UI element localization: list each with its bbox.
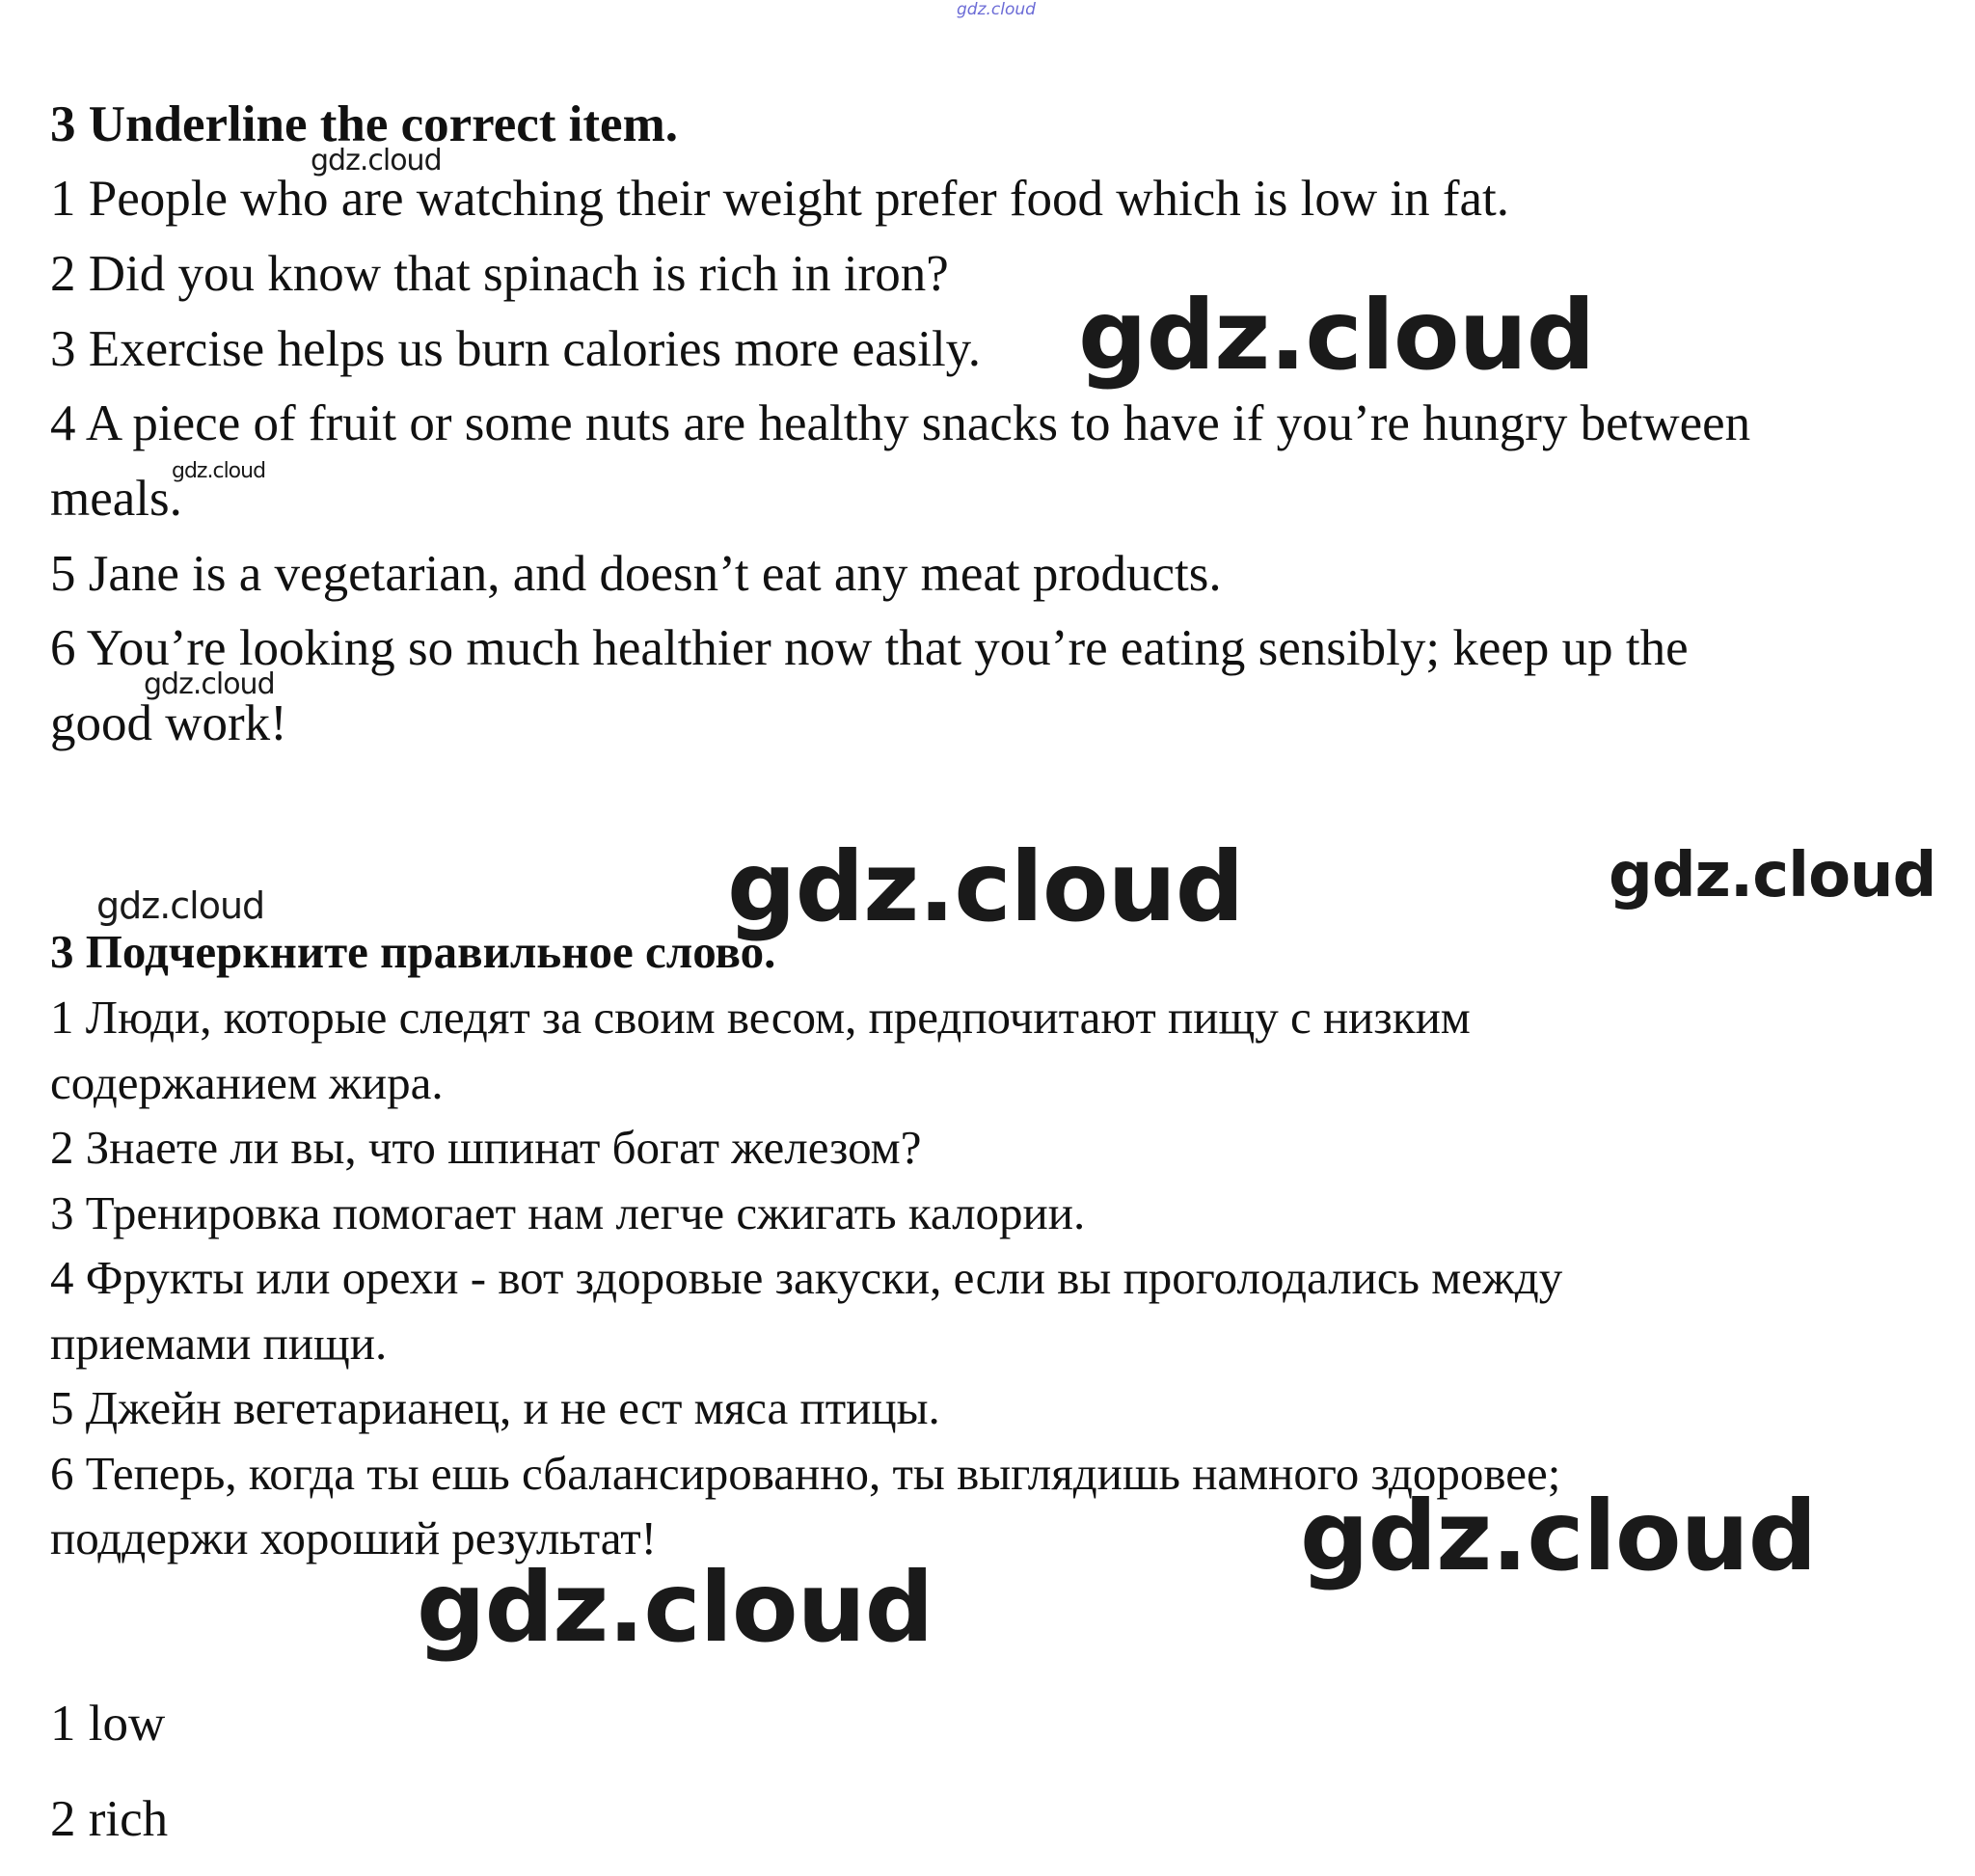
russian-line-5: 5 Джейн вегетарианец, и не ест мяса птицы. (50, 1381, 940, 1434)
watermark: gdz.cloud (172, 459, 266, 483)
watermark: gdz.cloud (1609, 840, 1936, 911)
russian-line-1-cont: содержанием жира. (50, 1056, 444, 1109)
english-line-1: 1 People who are watching their weight prefer food which is low in fat. (50, 171, 1510, 227)
english-heading: 3 Underline the correct item. (50, 96, 678, 152)
english-line-4-cont: meals. (50, 471, 182, 527)
english-line-2: 2 Did you know that spinach is rich in iron? (50, 246, 949, 302)
english-line-6: 6 You’re looking so much healthier now that you’re eating sensibly; keep up the (50, 620, 1689, 676)
answer-2: 2 rich (50, 1791, 169, 1847)
watermark: gdz.cloud (727, 830, 1244, 943)
russian-line-6: 6 Теперь, когда ты ешь сбалансированно, ты выглядишь намного здоровее; (50, 1447, 1561, 1500)
russian-line-3: 3 Тренировка помогает нам легче сжигать калории. (50, 1186, 1086, 1239)
watermark: gdz.cloud (1300, 1480, 1817, 1592)
russian-line-1: 1 Люди, которые следят за своим весом, предпочитают пищу с низким (50, 991, 1471, 1044)
russian-line-6-cont: поддержи хороший результат! (50, 1511, 657, 1564)
watermark: gdz.cloud (1078, 279, 1595, 392)
watermark: gdz.cloud (144, 667, 275, 701)
watermark: gdz.cloud (311, 144, 442, 177)
russian-line-4: 4 Фрукты или орехи - вот здоровые закуски, если вы проголодались между (50, 1251, 1563, 1304)
watermark: gdz.cloud (417, 1551, 933, 1664)
watermark-top: gdz.cloud (957, 0, 1036, 19)
russian-line-2: 2 Знаете ли вы, что шпинат богат железом? (50, 1121, 922, 1174)
english-line-4: 4 A piece of fruit or some nuts are healthy snacks to have if you’re hungry between (50, 395, 1751, 451)
watermark: gdz.cloud (96, 884, 265, 927)
english-line-6-cont: good work! (50, 695, 287, 751)
russian-line-4-cont: приемами пищи. (50, 1317, 388, 1370)
english-line-3: 3 Exercise helps us burn calories more easily. (50, 321, 981, 377)
answer-1: 1 low (50, 1696, 166, 1752)
english-line-5: 5 Jane is a vegetarian, and doesn’t eat any meat products. (50, 546, 1222, 602)
russian-heading: 3 Подчеркните правильное слово. (50, 925, 776, 978)
